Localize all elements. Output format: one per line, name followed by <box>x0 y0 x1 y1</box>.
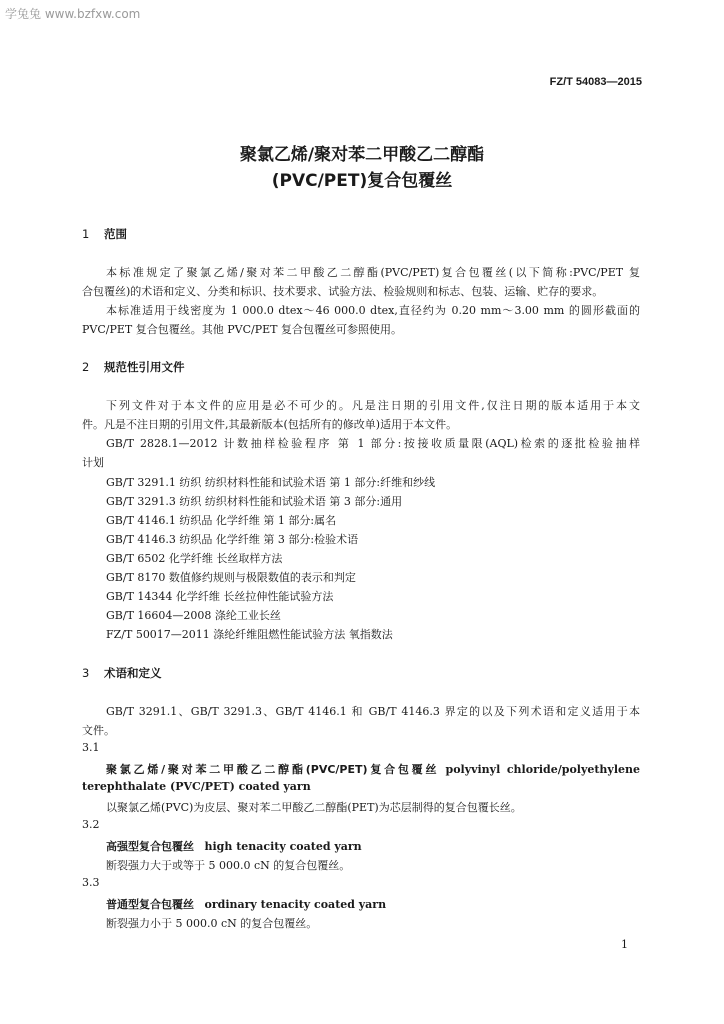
term-english-name: ordinary tenacity coated yarn <box>204 898 387 911</box>
term-chinese-name: 聚氯乙烯/聚对苯二甲酸乙二醇酯(PVC/PET)复合包覆丝 <box>106 763 440 776</box>
term-chinese-name: 高强型复合包覆丝 <box>106 840 194 853</box>
term-definition: 以聚氯乙烯(PVC)为皮层、聚对苯二甲酸乙二醇酯(PET)为芯层制得的复合包覆长丝。 <box>106 801 522 814</box>
reference-item: 计划 <box>82 456 104 469</box>
scope-paragraph-line: 合包覆丝)的术语和定义、分类和标识、技术要求、试验方法、检验规则和标志、包装、运输、贮存的要求。 <box>82 285 604 298</box>
term-english-name: high tenacity coated yarn <box>204 840 362 853</box>
term-number: 3.3 <box>82 876 100 889</box>
reference-item: GB/T 3291.3 纺织 纺织材料性能和试验术语 第 3 部分:通用 <box>106 495 403 508</box>
term-definition: 断裂强力大于或等于 5 000.0 cN 的复合包覆丝。 <box>106 859 351 872</box>
reference-item: GB/T 6502 化学纤维 长丝取样方法 <box>106 552 283 565</box>
section-1-title: 范围 <box>104 227 127 241</box>
scope-paragraph-line: 本标准适用于线密度为 1 000.0 dtex～46 000.0 dtex,直径约为 0.20 mm～3.00 mm 的圆形截面的 <box>106 304 640 317</box>
reference-item: GB/T 16604—2008 涤纶工业长丝 <box>106 609 281 622</box>
term-title <box>106 896 640 912</box>
section-1-number: 1 <box>82 227 90 241</box>
reference-item: GB/T 8170 数值修约规则与极限数值的表示和判定 <box>106 571 356 584</box>
document-title-line1: 聚氯乙烯/聚对苯二甲酸乙二醇酯 <box>239 145 485 165</box>
normative-intro-line: 下列文件对于本文件的应用是必不可少的。凡是注日期的引用文件,仅注日期的版本适用于本文 <box>106 399 640 412</box>
reference-item: GB/T 4146.1 纺织品 化学纤维 第 1 部分:属名 <box>106 514 337 527</box>
section-2-title: 规范性引用文件 <box>104 360 185 374</box>
section-3-heading <box>82 665 162 681</box>
term-title <box>106 838 640 854</box>
scope-paragraph-line: 本标准规定了聚氯乙烯/聚对苯二甲酸乙二醇酯(PVC/PET)复合包覆丝(以下简称:PVC/PET 复 <box>106 266 640 279</box>
page-number: 1 <box>621 938 628 951</box>
term-english-name: polyvinyl chloride/polyethylene <box>445 763 640 776</box>
normative-intro-line: 件。凡是不注日期的引用文件,其最新版本(包括所有的修改单)适用于本文件。 <box>82 418 458 431</box>
reference-item: GB/T 14344 化学纤维 长丝拉伸性能试验方法 <box>106 590 334 603</box>
standard-code: FZ/T 54083—2015 <box>549 76 642 88</box>
term-number: 3.2 <box>82 818 100 831</box>
section-3-number: 3 <box>82 666 90 680</box>
term-title <box>106 761 640 777</box>
section-1-heading <box>82 226 127 242</box>
section-2-heading <box>82 359 185 375</box>
section-3-title: 术语和定义 <box>104 666 162 680</box>
document-title-line2: (PVC/PET)复合包覆丝 <box>271 171 453 191</box>
reference-item: FZ/T 50017—2011 涤纶纤维阻燃性能试验方法 氧指数法 <box>106 628 393 641</box>
terms-intro-line: 文件。 <box>82 724 115 737</box>
term-english-name-continued: terephthalate (PVC/PET) coated yarn <box>82 780 311 793</box>
term-definition: 断裂强力小于 5 000.0 cN 的复合包覆丝。 <box>106 917 318 930</box>
watermark: 学兔兔 www.bzfxw.com <box>5 7 141 21</box>
reference-item: GB/T 2828.1—2012 计数抽样检验程序 第 1 部分:按接收质量限(AQL)检索的逐批检验抽样 <box>106 437 640 450</box>
reference-item: GB/T 4146.3 纺织品 化学纤维 第 3 部分:检验术语 <box>106 533 359 546</box>
reference-item: GB/T 3291.1 纺织 纺织材料性能和试验术语 第 1 部分:纤维和纱线 <box>106 476 436 489</box>
term-number: 3.1 <box>82 741 100 754</box>
scope-paragraph-line: PVC/PET 复合包覆丝。其他 PVC/PET 复合包覆丝可参照使用。 <box>82 323 402 336</box>
section-2-number: 2 <box>82 360 90 374</box>
terms-intro-line: GB/T 3291.1、GB/T 3291.3、GB/T 4146.1 和 GB/T 4146.3 界定的以及下列术语和定义适用于本 <box>106 705 640 718</box>
term-chinese-name: 普通型复合包覆丝 <box>106 898 194 911</box>
